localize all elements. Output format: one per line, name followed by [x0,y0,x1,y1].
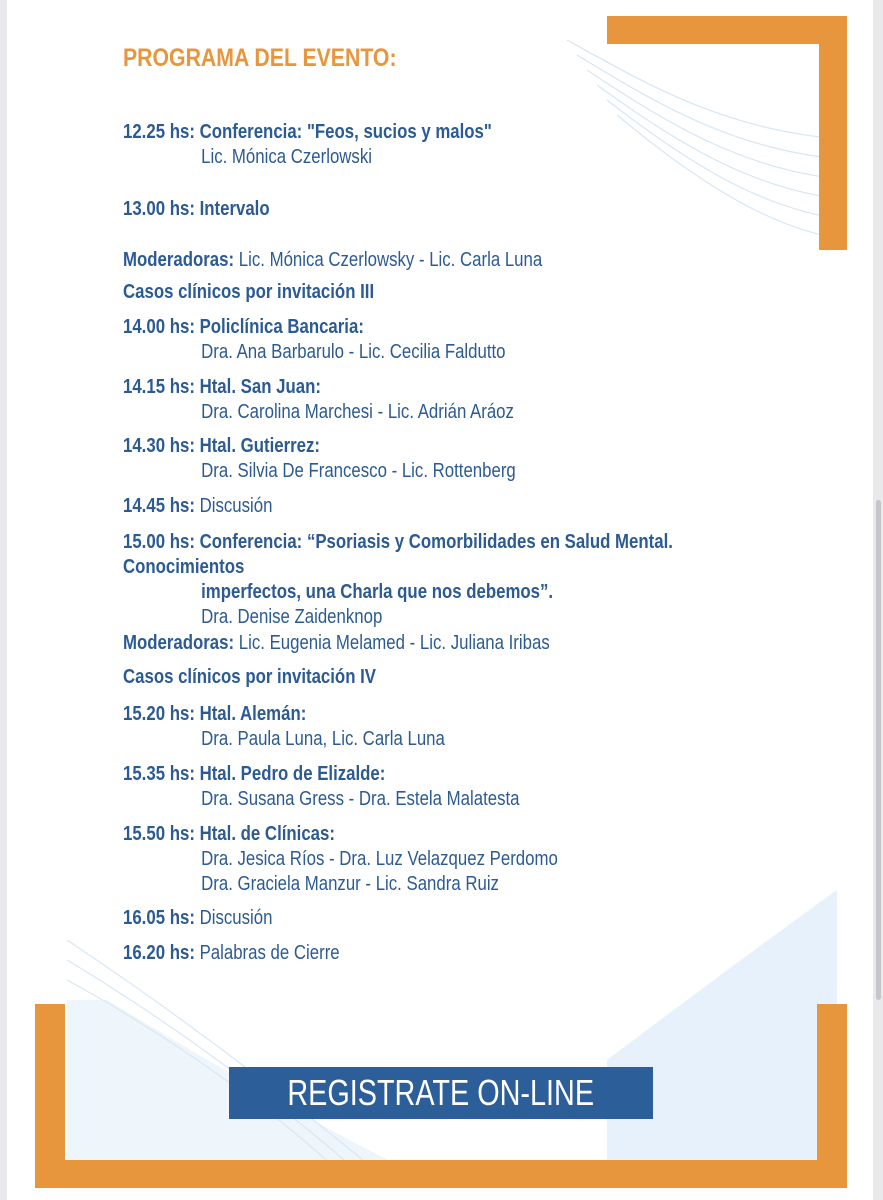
item-text: Palabras de Cierre [199,942,340,964]
section-heading [123,280,728,305]
item-time: 13.00 hs: [123,198,195,220]
item-speakers: Dra. Silvia De Francesco - Lic. Rottenberg [201,460,516,482]
item-time: 14.45 hs: [123,495,195,517]
schedule-item [123,530,728,630]
item-time: 14.30 hs: [123,435,195,457]
moderators-names: Lic. Mónica Czerlowsky - Lic. Carla Luna [238,249,543,271]
item-time: 15.50 hs: [123,823,195,845]
item-title: Intervalo [199,198,270,220]
item-speakers: Dra. Susana Gress - Dra. Estela Malatesta [201,788,520,810]
moderators-line [123,631,728,656]
moderators-label: Moderadoras: [123,632,235,654]
moderators-label: Moderadoras: [123,249,235,271]
schedule-item [123,494,728,519]
schedule-item [123,906,728,931]
moderators-line [123,248,728,273]
item-speakers: Dra. Carolina Marchesi - Lic. Adrián Aráoz [201,401,514,423]
item-speakers: Lic. Mónica Czerlowski [201,146,372,168]
schedule-item [123,434,728,484]
schedule-item [123,762,728,812]
item-title: Htal. de Clínicas: [199,823,335,845]
schedule-item [123,197,728,222]
item-title: Htal. Pedro de Elizalde: [199,763,386,785]
item-speakers: Dra. Graciela Manzur - Lic. Sandra Ruiz [201,873,499,895]
item-time: 16.20 hs: [123,942,195,964]
section-heading [123,665,728,690]
register-online-button[interactable] [229,1067,653,1119]
item-speakers: Dra. Jesica Ríos - Dra. Luz Velazquez Perdomo [201,848,558,870]
item-time: 12.25 hs: [123,121,195,143]
item-title: Htal. Gutierrez: [199,435,321,457]
schedule-item [123,941,728,966]
item-title-continued: imperfectos, una Charla que nos debemos”. [201,581,554,603]
item-time: 15.20 hs: [123,703,195,725]
schedule-item [123,822,728,897]
item-text: Discusión [199,495,273,517]
item-speakers: Dra. Denise Zaidenknop [201,606,383,628]
item-title: Policlínica Bancaria: [199,316,364,338]
scrollbar[interactable] [876,500,881,1000]
item-title: Conferencia: "Feos, sucios y malos" [199,121,492,143]
item-time: 16.05 hs: [123,907,195,929]
item-title: Conferencia: “Psoriasis y Comorbilidades en Salud Mental. Conocimientos [123,531,673,578]
section-title: Casos clínicos por invitación IV [123,666,377,688]
register-online-label: REGISTRATE ON-LINE [287,1072,595,1113]
moderators-names: Lic. Eugenia Melamed - Lic. Juliana Iribas [238,632,550,654]
item-title: Htal. San Juan: [199,376,321,398]
item-time: 15.35 hs: [123,763,195,785]
schedule-item [123,702,728,752]
item-time: 14.00 hs: [123,316,195,338]
item-title: Htal. Alemán: [199,703,307,725]
item-time: 14.15 hs: [123,376,195,398]
item-time: 15.00 hs: [123,531,195,553]
flyer-page [7,0,873,1200]
schedule-item [123,315,728,365]
schedule-item [123,375,728,425]
schedule-item [123,120,728,170]
page-title: PROGRAMA DEL EVENTO: [123,44,397,72]
item-speakers: Dra. Paula Luna, Lic. Carla Luna [201,728,445,750]
item-text: Discusión [199,907,273,929]
item-speakers: Dra. Ana Barbarulo - Lic. Cecilia Faldutto [201,341,506,363]
section-title: Casos clínicos por invitación III [123,281,375,303]
